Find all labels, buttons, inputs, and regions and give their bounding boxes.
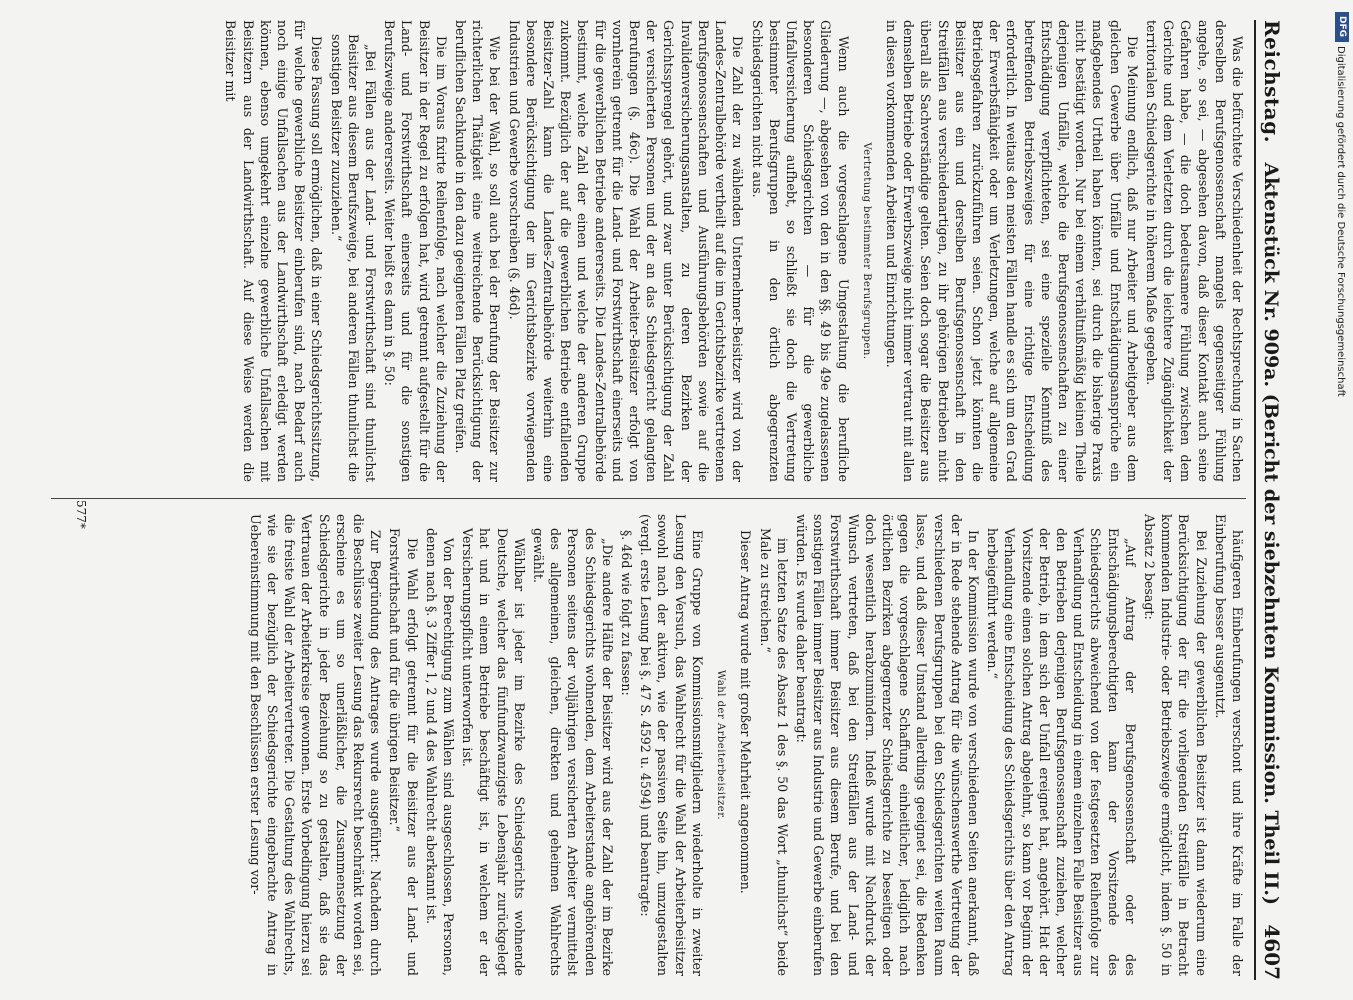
quote-paragraph: „Die andere Hälfte der Beisitzer wird aus der Zahl der im Bezirke des Schiedsgerichts wohnenden, dem Arbeiterstande angehörenden Personen seitens der volljährigen versicherten Arbeiter vermittelst des allgemeinen, gleichen, direkten und geheimen Wahlrechts gewählt. [531, 528, 615, 976]
header-rule [1254, 20, 1256, 980]
paragraph: Zur Begründung des Antrages wurde ausgeführt: Nachdem durch die Beschlüsse zweiter Lesung das Rekursrecht beschränkt worden sei, erscheine es um so unerläßlicher, die Zusammensetzung der Schiedsgerichte in jeder Beziehung so zu gestalten, daß sie das Vertrauen der Arbeiterkreise gewonnen. Erste Vorbedingung hierzu sei die freiste Wahl der Arbeitervertreter. Die Gestaltung des Wahlrechts, wie sie der bezüglich der Schiedsgerichte eingebrachte Antrag in Uebereinstimmung mit den Beschlüssen erster Lesung vor- [247, 514, 384, 976]
section-title: Vertretung bestimmter Berufsgruppen. [860, 142, 872, 360]
newspaper-page [45, 20, 1300, 980]
paragraph: Die Zahl der zu wählenden Unternehmer-Beisitzer wird von der Landes-Zentralbehörde vertheilt auf die im Gerichtsbezirke vertretenen Berufsgenossenschaften und Ausführungsbehörden sowie auf die Invalidenversicherungsanstalten, zu deren Bezirken der Gerichtssprengel gehört, und zwar unter Berücksichtigung der Zahl der versicherten Personen und der an das Schiedsgericht gelangten Berufungen (§. 46c). Die Wahl der Arbeiter-Beisitzer erfolgt von vornherein getrennt für die Land- und Forstwirthschaft einerseits und für die gewerblichen Betriebe andererseits. Die Landes-Zentralbehörde bestimmt, welche Zahl der einen und welche der anderen Gruppe zukommt. Bezüglich der auf die gewerblichen Betriebe entfallenden Beisitzer-Zahl kann die Landes-Zentralbehörde weiterhin eine besondere Berücksichtigung der im Gerichtsbezirke vorwiegenden Industrien und Gewerbe vorschreiben (§. 46d). [506, 20, 746, 482]
dfg-credit [1333, 10, 1351, 990]
page-header [1260, 20, 1300, 980]
header-left: Reichstag. [1260, 20, 1284, 144]
quote-paragraph: Wählbar ist jeder im Bezirke des Schiedsgerichts wohnende Deutsche, welcher das fünfundzwanzigste Lebensjahr zurückgelegt hat und in einem Betriebe beschäftigt ist, in welchem er der Versicherungspflicht unterworfen ist. [460, 528, 527, 976]
right-column [51, 514, 1246, 976]
quote-paragraph: „Bei Fällen aus der Land- und Forstwirthschaft sind thunlichst Beisitzer aus diesem Berufszweige, bei anderen Fällen thunlichst die sonstigen Beisitzer zuzuziehen.“ [328, 34, 379, 482]
paragraph: häufigeren Einberufungen verschont und ihre Kräfte im Falle der Einberufung besser ausgenutzt. [1212, 514, 1245, 976]
quote-paragraph: „Auf Antrag der Berufsgenossenschaft oder des Entschädigungsberechtigten kann der Vorsitzende des Schiedsgerichts abweichend von der festgesetzten Reihenfolge zur Verhandlung und Entscheidung in einem einzelnen Falle Beisitzer aus den Betrieben derjenigen Berufsgenossenschaft zuziehen, welcher der Betrieb, in dem sich der Unfall ereignet hat, angehört. Hat der Vorsitzende einen solchen Antrag abgelehnt, so kann vor Beginn der Verhandlung eine Entscheidung des Schiedsgerichts über den Antrag herbeigeführt werden.“ [985, 528, 1138, 976]
quote-paragraph: Von der Berechtigung zum Wählen sind ausgeschlossen, Personen, denen nach §. 3 Ziffer 1, 2 und 4 des Wahlrecht aberkannt ist. [423, 528, 457, 976]
paragraph: Wie bei der Wahl, so soll auch bei der Berufung der Beisitzer zur richterlichen Thätigkeit eine weitreichende Berücksichtigung der beruflichen Sachkunde in den dazu geeigneten Fällen Platz greifen. [453, 20, 503, 482]
paragraph: Die Meinung endlich, daß nur Arbeiter und Arbeitgeber aus dem gleichen Gewerbe über Unfälle und Entschädigungsansprüche ein maßgebendes Urtheil haben könnten, sei durch die bisherige Praxis nicht bestätigt worden. Nur bei einem verhältnißmäßig kleinen Theile derjenigen Unfälle, welche die Berufsgenossenschaften zu einer Entschädigung verpflichteten, sei eine spezielle Kenntniß des betreffenden Betriebszweiges für eine richtige Entscheidung erforderlich. In weitaus den meisten Fällen handle es sich um den Grad der Erwerbsfähigkeit oder um Verletzungen, welche auf allgemeine Betriebsgefahren zurückzuführen seien. Schon jetzt könnten die Beisitzer aus ein und derselben Berufsgenossenschaft in den Streitfällen aus verschiedenartigen, zu ihr gehörigen Betrieben nicht überall als Sachverständige gelten. Seien doch sogar die Beisitzer aus demselben Betriebe oder Erwerbszweige nicht immer vertraut mit allen in diesen vorkommenden Arbeiten und Einrichtungen. [883, 20, 1140, 482]
paragraph: Dieser Antrag wurde mit großer Mehrheit angenommen. [738, 530, 754, 894]
left-column [51, 20, 1246, 482]
column-divider [51, 498, 1246, 499]
quote-paragraph: im letzten Satze des Absatz 1 des §. 50 das Wort „thunlichst“ beide Male zu streichen.“ [757, 528, 790, 976]
page-number: 4607 [1260, 924, 1284, 980]
paragraph: Bei Zuziehung der gewerblichen Beisitzer ist dann wiederum eine Berücksichtigung der für die vorliegenden Streitfälle in Betracht kommenden Industrie- oder Betriebszweige ermöglicht, indem §. 50 in Absatz 2 besagt: [1141, 514, 1209, 976]
paragraph: Die im Voraus fixirte Reihenfolge, nach welcher die Zuziehung der Beisitzer in der Regel zu erfolgen hat, wird getrennt aufgestellt für die Land- und Forstwirthschaft einerseits und für die sonstigen Berufszweige andererseits. Weiter heißt es dann in §. 50: [382, 20, 449, 482]
paragraph: Was die befürchtete Verschiedenheit der Rechtsprechung in Sachen derselben Berufsgenossenschaft mangels gegenseitiger Fühlung angehe, so sei, — abgesehen davon, daß dieser Kontakt auch seine Gefahren habe, — die doch bedeutsamere Fühlung zwischen dem Gerichte und dem Verletzten durch die leichtere Zugänglichkeit der territorialen Schiedsgerichte in höherem Maße gegeben. [1143, 20, 1245, 482]
paragraph: Diese Fassung soll ermöglichen, daß in einer Schiedsgerichtssitzung, für welche gewerbliche Beisitzer einberufen sind, nach Bedarf auch noch einige Unfallsachen aus der Landwirthschaft erledigt werden können, ebenso umgekehrt einzelne gewerbliche Unfallsachen mit Beisitzern aus der Landwirthschaft. Auf diese Weise werden die Beisitzer mit [223, 20, 325, 482]
paragraph: §. 46d wie folgt zu fassen: [619, 530, 635, 696]
paragraph: In der Kommission wurde von verschiedenen Seiten anerkannt, daß der in Rede stehende Antrag für die wünschenswerthe Vertretung der verschiedenen Berufsgruppen bei den Schiedsgerichten weiten Raum lasse, und daß dieser Umstand allerdings geeignet sei, die Bedenken gegen die vorgeschlagene Schaffung einheitlicher, lediglich nach örtlichen Bezirken abgegrenzter Schiedsgerichte zu beseitigen oder doch wesentlich herabzumindern. Indeß wurde mit Nachdruck der Wunsch vertreten, daß bei den Streitfällen aus der Land- und Forstwirthschaft immer Beisitzer aus diesem Berufe, und bei den sonstigen Fällen immer Beisitzer aus Industrie und Gewerbe einberufen würden. Es wurde daher beantragt: [793, 514, 981, 976]
dfg-credit-text: Digitalisierung gefördert durch die Deutsche Forschungsgemeinschaft [1335, 46, 1346, 397]
signature-mark: 577* [74, 500, 88, 529]
paragraph: Wenn auch die vorgeschlagene Umgestaltung die berufliche Gliederung —, abgesehen von den in den §§. 49 bis 49e zugelassenen besonderen Schiedsgerichten — für die gewerbliche Unfallversicherung aufhebt, so schließt sie doch die Vertretung bestimmter Berufsgruppen in den örtlich abgegrenzten Schiedsgerichten nicht aus. [749, 20, 851, 482]
section-title: Wahl der Arbeiterbeisitzer. [715, 669, 727, 821]
header-title: Aktenstück Nr. 909a. (Bericht der siebzehnten Kommission. Theil II.) [1260, 162, 1282, 905]
dfg-logo-icon: DFG [1335, 12, 1349, 42]
paragraph: Eine Gruppe von Kommissionsmitgliedern wiederholte in zweiter Lesung den Versuch, das Wahlrecht für die Wahl der Arbeiterbeisitzer sowohl nach der aktiven, wie der passiven Seite hin, umzugestalten (vergl. erste Lesung bei §. 47 S. 4592 u. 4594) und beantragte: [638, 514, 705, 976]
quote-paragraph: Die Wahl erfolgt getrennt für die Beisitzer aus der Land- und Forstwirthschaft und für die übrigen Beisitzer.“ [387, 528, 420, 976]
